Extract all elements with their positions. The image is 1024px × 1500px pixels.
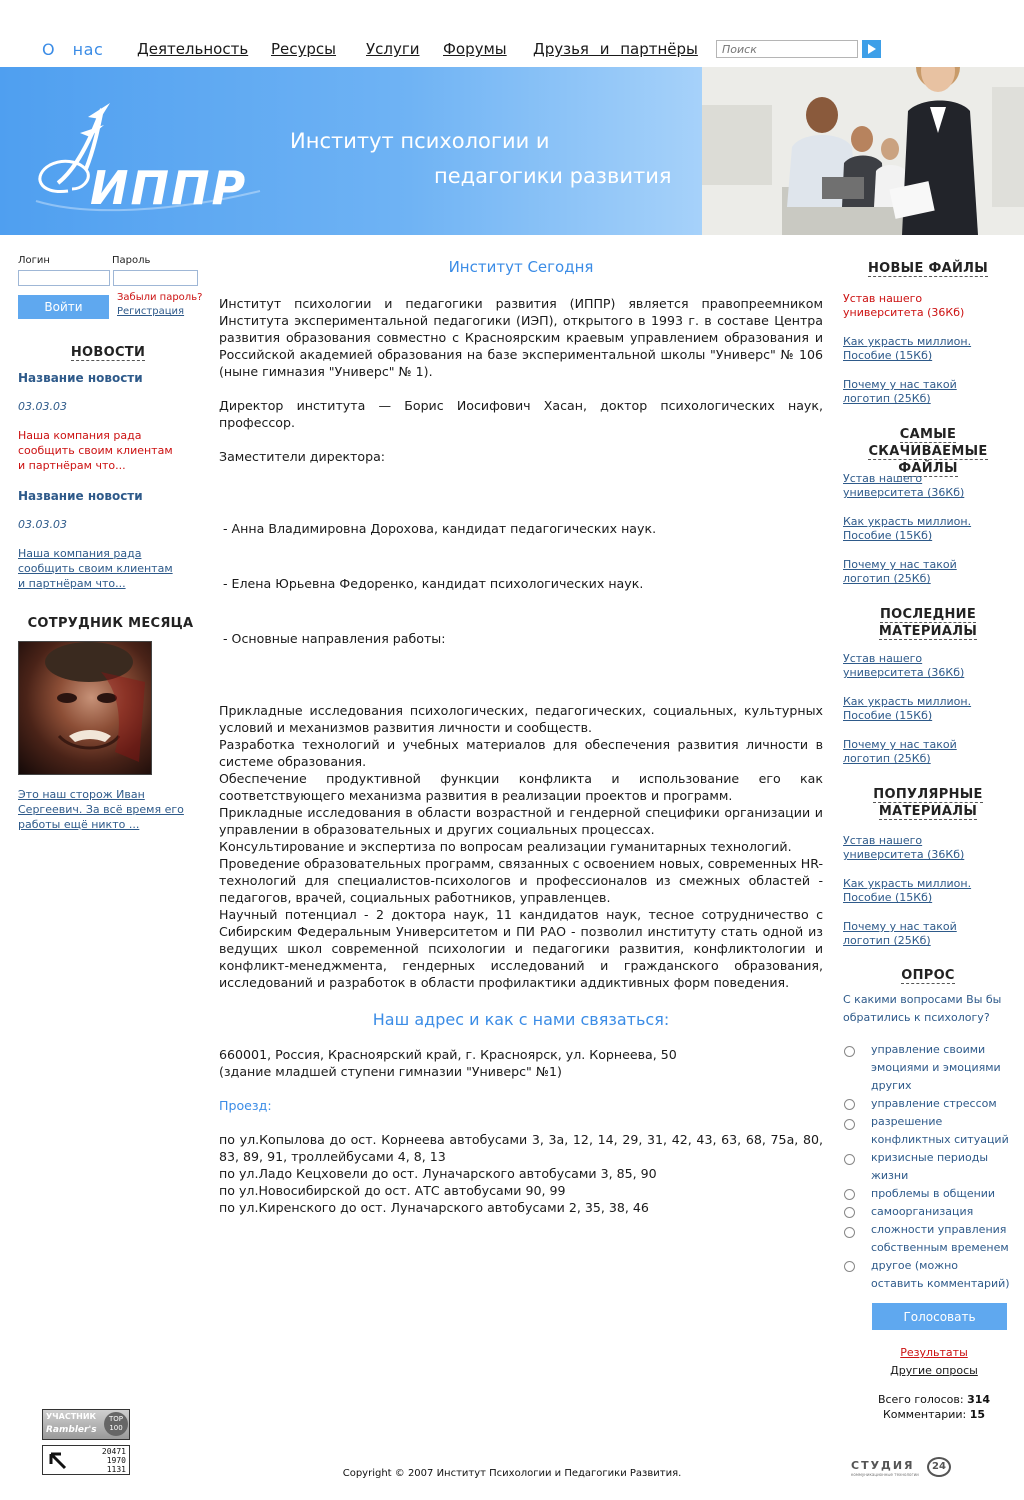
deputies-list (219, 482, 823, 685)
rambler-brand-text: Rambler's (46, 1425, 97, 1435)
studio-logo-subtitle: коммуникационные технологии (851, 1472, 919, 1477)
intro-paragraph: Институт психологии и педагогики развития (ИППР) является правопреемником Института экспериментальной педагогики (ИЭП), открытого в 1993 г. в составе Центра развития образования совместно с Красноярским краевым управлением образования и Российской академией образования на базе экспериментальной школы "Универс" № 106 (ныне гимназия "Универс" № 1). (219, 296, 823, 379)
banner-title-line1: Институт психологии и (290, 129, 550, 153)
poll-heading-text: ОПРОС (901, 968, 955, 983)
password-label: Пароль (112, 255, 151, 266)
counter-value-1: 20471 (101, 1447, 126, 1456)
logo-text: ИППР (90, 161, 248, 215)
poll-total-votes (843, 1393, 1024, 1406)
login-button[interactable]: Войти (18, 295, 109, 319)
deputy-item: - Елена Юрьевна Федоренко, кандидат психологических наук. (219, 576, 644, 591)
news-text-link[interactable]: Наша компания рада сообщить своим клиентам и партнёрам что... (18, 547, 173, 590)
file-link[interactable]: Устав нашего университета (36Кб) (843, 292, 965, 319)
address-text: 660001, Россия, Красноярский край, г. Красноярск, ул. Корнеева, 50 (здание младшей ступени гимназии "Универс" №1) (219, 1047, 677, 1079)
material-link[interactable]: Почему у нас такой логотип (25Кб) (843, 920, 957, 947)
latest-materials-heading-text: ПОСЛЕДНИЕ МАТЕРИАЛЫ (878, 607, 978, 639)
top-navigation (0, 0, 1024, 68)
news-title[interactable]: Название новости (18, 489, 143, 503)
material-link[interactable]: Устав нашего университета (36Кб) (843, 834, 965, 861)
poll-option[interactable]: проблемы в общении (871, 1187, 996, 1200)
news-heading-text: НОВОСТИ (70, 345, 146, 360)
rambler-top-circle: TOP 100 (104, 1412, 128, 1436)
deputy-item: - Анна Владимировна Дорохова, кандидат педагогических наук. (219, 521, 657, 536)
poll-radio[interactable] (844, 1154, 855, 1165)
director-paragraph: Директор института — Борис Иосифович Хасан, доктор психологических наук, профессор. (219, 398, 823, 430)
login-input[interactable] (18, 270, 110, 286)
poll-option[interactable]: управление стрессом (871, 1097, 997, 1110)
employee-face-illustration (19, 642, 151, 774)
poll-option[interactable]: самоорганизация (871, 1205, 974, 1218)
left-sidebar (18, 255, 203, 1474)
forgot-password-link[interactable]: Забыли пароль? (117, 292, 203, 303)
poll-option[interactable]: управление своими эмоциями и эмоциями других (871, 1043, 1001, 1092)
popular-materials-heading-text: ПОПУЛЯРНЫЕ МАТЕРИАЛЫ (873, 787, 983, 819)
file-link[interactable]: Почему у нас такой логотип (25Кб) (843, 378, 957, 405)
search-input[interactable] (716, 40, 858, 58)
poll-option[interactable]: кризисные периоды жизни (871, 1151, 989, 1182)
register-link[interactable]: Регистрация (117, 306, 185, 317)
office-people-illustration (702, 67, 1024, 235)
poll-radio[interactable] (844, 1261, 855, 1272)
poll-radio[interactable] (844, 1119, 855, 1130)
poll-radio[interactable] (844, 1207, 855, 1218)
studio-logo-number: 24 (927, 1457, 951, 1477)
material-link[interactable]: Как украсть миллион. Пособие (15Кб) (843, 877, 972, 904)
nav-item-activity[interactable]: Деятельность (137, 40, 249, 58)
news-date: 03.03.03 (18, 400, 67, 413)
address-heading: Наш адрес и как с нами связаться: (372, 1010, 670, 1029)
poll-option[interactable]: другое (можно оставить комментарий) (871, 1259, 1010, 1290)
poll-total-value: 314 (967, 1393, 991, 1406)
rambler-top100-badge[interactable] (42, 1409, 130, 1440)
nav-item-forums[interactable]: Форумы (443, 40, 507, 58)
studio24-logo[interactable] (851, 1457, 955, 1481)
poll-results-link[interactable]: Результаты (900, 1346, 968, 1359)
news-text[interactable]: Наша компания рада сообщить своим клиентам и партнёрам что... (18, 429, 173, 472)
poll-radio[interactable] (844, 1189, 855, 1200)
new-files-heading (843, 261, 1013, 276)
nav-tab-about-label: О нас (42, 40, 104, 59)
nav-item-partners[interactable]: Друзья и партнёры (533, 40, 698, 58)
header-banner (0, 67, 1024, 235)
poll-heading (843, 968, 1013, 983)
most-downloaded-heading (843, 426, 1013, 477)
deputy-item: - Основные направления работы: (219, 631, 446, 646)
password-input[interactable] (113, 270, 198, 286)
route-text: по ул.Копылова до ост. Корнеева автобусами 3, 3а, 12, 14, 29, 31, 42, 43, 63, 68, 75а, 80, 83, 89, 91, троллейбусами 4, 8, 13 по ул.Ладо Кецховели до ост. Луначарского автобусами 3, 85, 90 по ул.Новосибирской до ост. АТС автобусами 90, 99 по ул.Киренского до ост. Луначарского автобусами 2, 35, 38, 46 (219, 1132, 823, 1215)
login-form (18, 255, 203, 325)
employee-of-month-heading: СОТРУДНИК МЕСЯЦА (27, 616, 194, 631)
news-date: 03.03.03 (18, 518, 67, 531)
file-link[interactable]: Устав нашего университета (36Кб) (843, 472, 965, 499)
poll-total-label: Всего голосов: (877, 1393, 964, 1406)
poll-radio[interactable] (844, 1046, 855, 1057)
material-link[interactable]: Как украсть миллион. Пособие (15Кб) (843, 695, 972, 722)
deputies-label: Заместители директора: (219, 449, 386, 464)
poll-comments-value: 15 (969, 1408, 986, 1421)
poll-radio[interactable] (844, 1099, 855, 1110)
poll-option[interactable]: разрешение конфликтных ситуаций (871, 1115, 1009, 1146)
poll-option[interactable]: сложности управления собственным временем (871, 1223, 1009, 1254)
latest-materials-heading (863, 606, 993, 640)
counter-value-2: 1970 (106, 1456, 126, 1465)
login-label: Логин (18, 255, 50, 266)
vote-button[interactable]: Голосовать (872, 1303, 1007, 1330)
news-title[interactable]: Название новости (18, 371, 143, 385)
material-link[interactable]: Устав нашего университета (36Кб) (843, 652, 965, 679)
footer-copyright: Copyright © 2007 Институт Психологии и Педагогики Развития. (342, 1468, 682, 1479)
new-files-heading-text: НОВЫЕ ФАЙЛЫ (867, 261, 989, 276)
banner-title-line2: педагогики развития (434, 164, 672, 188)
poll-question: С какими вопросами Вы бы обратились к психологу? (843, 993, 1002, 1024)
poll-radio[interactable] (844, 1227, 855, 1238)
most-downloaded-heading-text: САМЫЕ СКАЧИВАЕМЫЕ ФАЙЛЫ (868, 427, 988, 476)
route-label: Проезд: (219, 1098, 272, 1113)
file-link[interactable]: Почему у нас такой логотип (25Кб) (843, 558, 957, 585)
nav-item-resources[interactable]: Ресурсы (271, 40, 337, 58)
employee-caption-link[interactable]: Это наш сторож Иван Сергеевич. За всё время его работы ещё никто ... (18, 788, 184, 831)
file-link[interactable]: Как украсть миллион. Пособие (15Кб) (843, 335, 972, 362)
news-heading (18, 345, 198, 360)
search-button[interactable] (862, 40, 881, 58)
page-title: Институт Сегодня (448, 258, 594, 276)
file-link[interactable]: Как украсть миллион. Пособие (15Кб) (843, 515, 972, 542)
other-polls-link[interactable]: Другие опросы (890, 1364, 978, 1377)
poll-comments-label: Комментарии: (882, 1408, 967, 1421)
banner-office-photo (702, 67, 1024, 235)
poll-comments (843, 1408, 1024, 1421)
main-content (219, 258, 823, 1216)
nav-item-services[interactable]: Услуги (366, 40, 420, 58)
material-link[interactable]: Почему у нас такой логотип (25Кб) (843, 738, 957, 765)
logo[interactable] (28, 99, 268, 219)
employee-photo[interactable] (18, 641, 152, 775)
rambler-participant-text: УЧАСТНИК (46, 1412, 97, 1421)
studio-logo-text: СТУДИЯ (851, 1459, 915, 1472)
popular-materials-heading (863, 786, 993, 820)
counter-value-3: 1131 (106, 1465, 126, 1474)
directions-paragraph: Прикладные исследования психологических, педагогических, социальных, культурных условий и механизмов развития личности и сообществ. Разработка технологий и учебных материалов для обеспечения развития личности в системе образования. Обеспечение продуктивной функции конфликта и использование его как соответствующего механизма развития в реализации проектов и программ. Прикладные исследования в области возрастной и гендерной специфики организации и управлении в образовательных и других социальных процессах. Консультирование и экспертиза по вопросам реализации гуманитарных технологий. Проведение образовательных программ, связанных с освоением новых, современных HR-технологий для специалистов-психологов и профессионалов из смежных областей - педагогов, врачей, социальных работников, управленцев. Научный потенциал - 2 доктора наук, 11 кандидатов наук, тесное сотрудничество с Сибирским Федеральным Университетом и ПИ РАО - позволил институту стать одной из ведущих школ современной психологии и педагогики развития, конфликтологии и конфликт-менеджмента, гендерных исследований и гражданского образования, исследований и разработок в области профилактики аддиктивных форм поведения. (219, 703, 823, 990)
